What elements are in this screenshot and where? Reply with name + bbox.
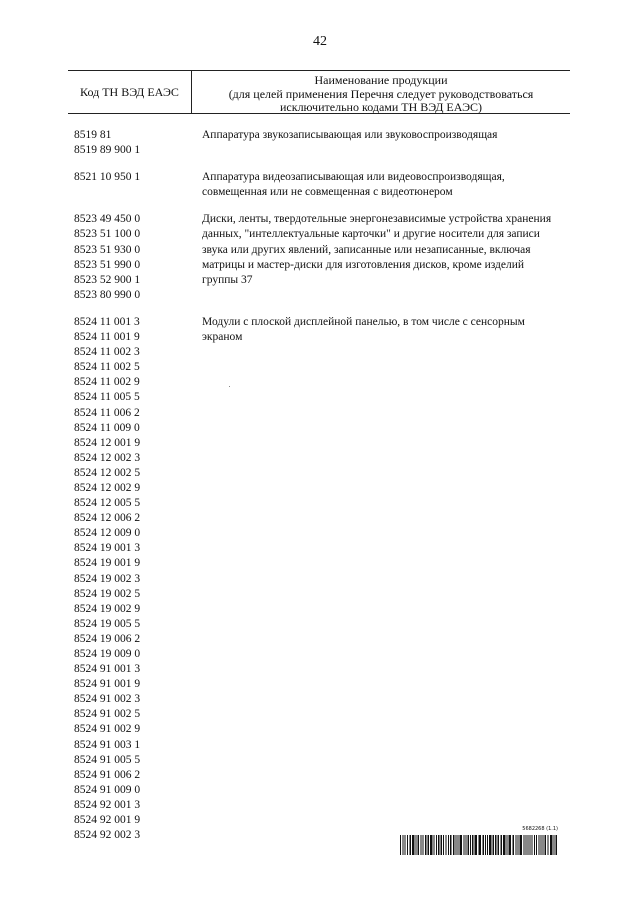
code-item: 8524 92 001 9 — [74, 814, 141, 827]
code-item: 8524 11 001 3 — [74, 315, 140, 328]
code-item: 8524 19 001 9 — [74, 557, 141, 570]
code-item: 8524 19 005 5 — [74, 617, 141, 630]
product-group — [74, 170, 570, 200]
code-item: 8524 12 002 9 — [74, 481, 141, 494]
code-item: 8524 12 001 9 — [74, 436, 141, 449]
header-name-line: исключительно кодами ТН ВЭД ЕАЭС) — [279, 100, 483, 114]
barcode-image — [400, 835, 558, 855]
code-item: 8524 92 002 3 — [74, 829, 141, 842]
code-item: 8524 92 001 3 — [74, 798, 141, 811]
code-item: 8521 10 950 1 — [74, 171, 141, 184]
page-number: 42 — [313, 34, 327, 49]
header-name-line: (для целей применения Перечня следует руководствоваться — [228, 86, 534, 101]
table-header — [68, 70, 570, 114]
code-item: 8524 11 005 5 — [74, 391, 140, 404]
product-group — [74, 315, 570, 843]
code-item: 8524 91 009 0 — [74, 783, 141, 796]
code-item: 8524 12 006 2 — [74, 512, 141, 525]
code-item: 8523 49 450 0 — [74, 213, 141, 226]
header-name-column — [192, 74, 570, 115]
code-item: 8524 91 003 1 — [74, 738, 141, 751]
product-description: Аппаратура звукозаписывающая или звуковоспроизводящая — [202, 129, 498, 141]
code-item: 8524 12 009 0 — [74, 527, 141, 540]
code-item: 8524 19 002 3 — [74, 572, 141, 585]
header-code-column: Код ТН ВЭД ЕАЭС — [68, 71, 192, 113]
barcode-label: 5682268 (1.1) — [522, 826, 558, 832]
code-item: 8524 11 001 9 — [74, 331, 140, 344]
product-description: Аппаратура видеозаписывающая или видеовоспроизводящая, совмещенная или не совмещенная с видеотюнером — [202, 171, 505, 199]
code-item: 8524 19 002 9 — [74, 602, 141, 615]
code-item: 8524 91 002 9 — [74, 723, 141, 736]
code-item: 8524 19 009 0 — [74, 648, 141, 660]
code-list — [74, 212, 202, 303]
code-item: 8523 51 990 0 — [74, 258, 141, 271]
product-description: Модули с плоской дисплейной панелью, в том числе с сенсорным экраном — [202, 315, 525, 344]
stray-dot — [229, 386, 230, 387]
code-item: 8524 91 005 5 — [74, 753, 141, 766]
code-item: 8523 52 900 1 — [74, 273, 141, 286]
code-item: 8524 11 006 2 — [74, 406, 140, 419]
code-list — [74, 170, 202, 200]
code-item: 8524 91 002 3 — [74, 693, 141, 706]
code-item: 8519 81 — [74, 129, 112, 141]
code-item: 8524 12 002 3 — [74, 451, 141, 464]
code-item: 8524 19 006 2 — [74, 632, 141, 645]
code-item: 8524 11 009 0 — [74, 421, 140, 434]
header-name-line: Наименование продукции — [314, 73, 448, 87]
product-group — [74, 212, 570, 303]
code-item: 8524 11 002 9 — [74, 376, 140, 389]
code-item: 8524 19 002 5 — [74, 587, 141, 600]
code-item: 8524 91 001 3 — [74, 663, 141, 676]
code-item: 8524 11 002 3 — [74, 346, 140, 359]
code-item: 8519 89 900 1 — [74, 144, 141, 157]
product-description: Диски, ленты, твердотельные энергонезависимые устройства хранения данных, "интеллектуальные карточки" и другие носители для записи звука или других явлений, записанные или незаписанные, включая матрицы и мастер-диски для изготовления дисков, кроме изделий группы 37 — [202, 213, 552, 286]
barcode-area — [400, 826, 558, 855]
code-item: 8524 91 002 5 — [74, 708, 141, 721]
code-item: 8523 51 100 0 — [74, 228, 141, 241]
product-list — [74, 128, 570, 855]
code-list — [74, 128, 202, 158]
code-item: 8524 91 001 9 — [74, 678, 141, 691]
code-list — [74, 315, 202, 843]
code-item: 8524 12 002 5 — [74, 466, 141, 479]
code-item: 8523 51 930 0 — [74, 243, 141, 256]
code-item: 8524 91 006 2 — [74, 768, 141, 781]
code-item: 8523 80 990 0 — [74, 288, 141, 301]
code-item: 8524 12 005 5 — [74, 497, 141, 510]
code-item: 8524 11 002 5 — [74, 361, 140, 374]
code-item: 8524 19 001 3 — [74, 542, 141, 555]
product-group — [74, 128, 570, 158]
